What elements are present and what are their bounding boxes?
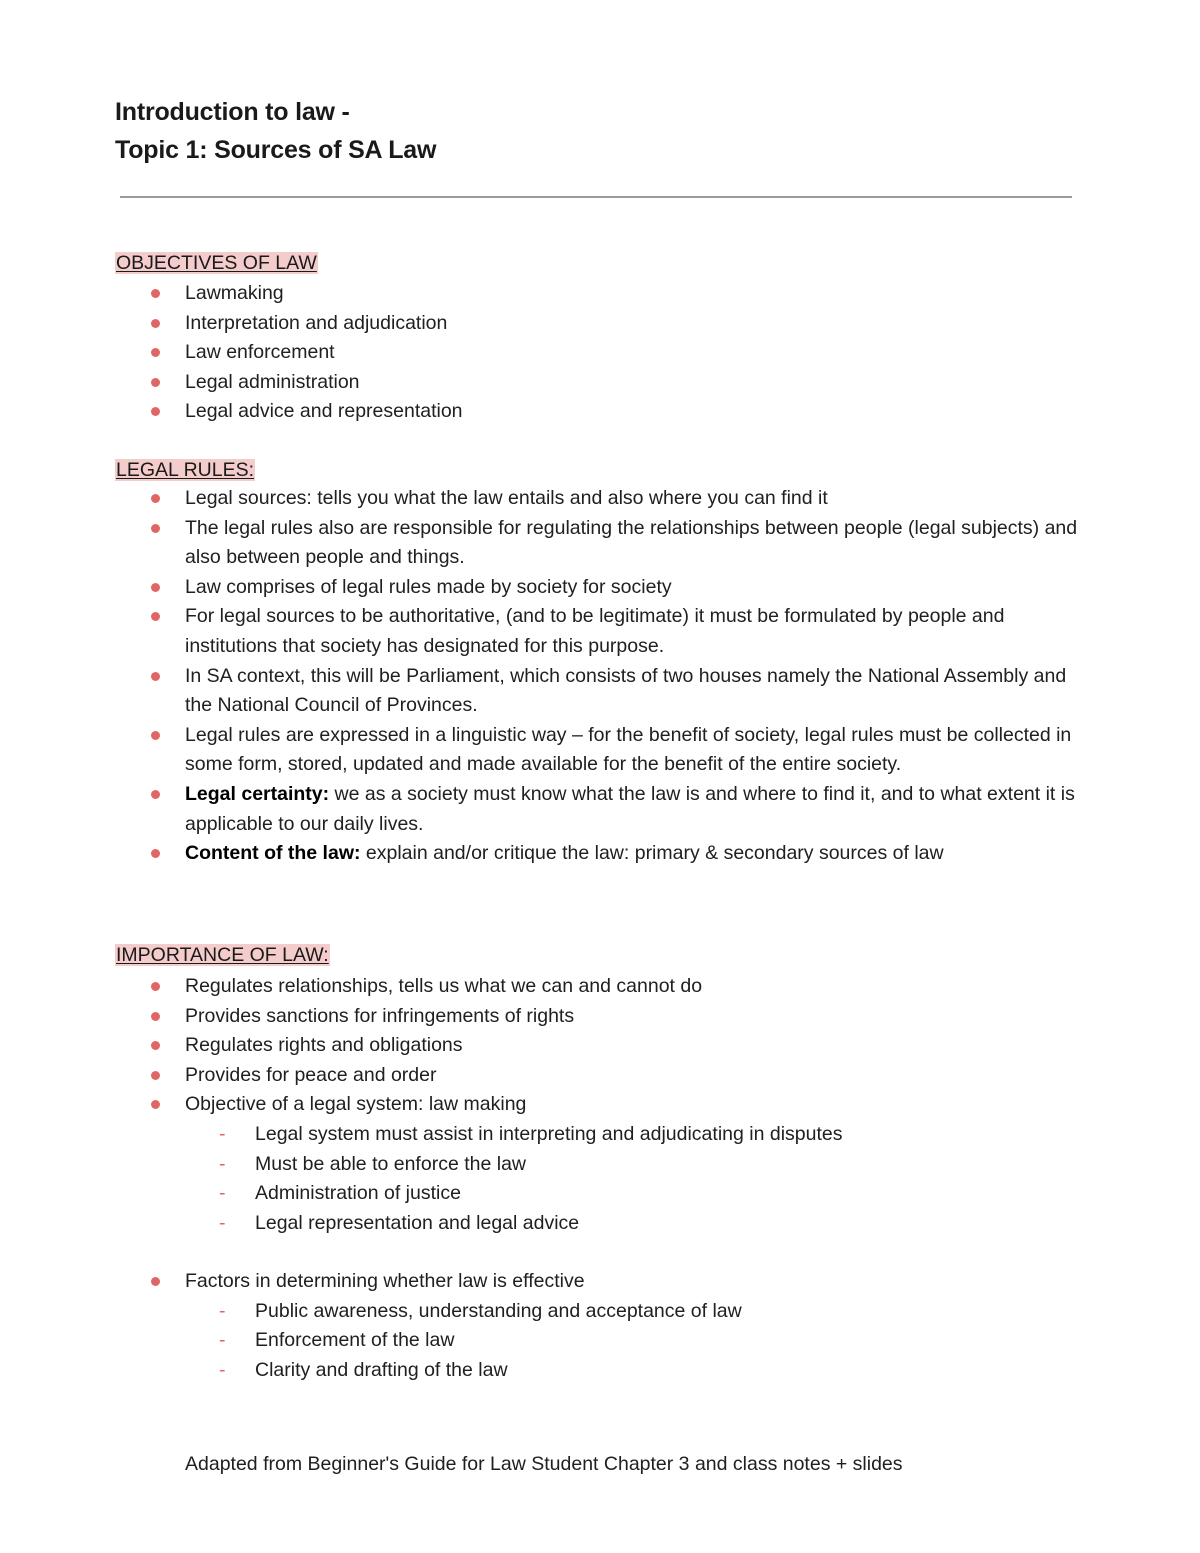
bullet-icon [151, 524, 160, 533]
list-item: Regulates rights and obligations [0, 1031, 1200, 1061]
sublist-item: - Public awareness, understanding and acceptance of law [185, 1297, 1080, 1327]
list-item: Regulates relationships, tells us what we can and cannot do [0, 972, 1200, 1002]
list-item: Lawmaking [0, 279, 1200, 309]
list-item: Interpretation and adjudication [0, 309, 1200, 339]
list-item: Provides sanctions for infringements of rights [0, 1002, 1200, 1032]
sublist-item: - Legal representation and legal advice [185, 1209, 1080, 1239]
list-item: In SA context, this will be Parliament, which consists of two houses namely the National Assembly and the National Council of Provinces. [0, 662, 1200, 721]
bullet-icon [151, 1012, 160, 1021]
list-item: Legal rules are expressed in a linguistic way – for the benefit of society, legal rules must be collected in some form, stored, updated and made available for the benefit of the entire society. [0, 721, 1200, 780]
objectives-heading: OBJECTIVES OF LAW [116, 252, 317, 274]
dash-icon: - [219, 1182, 226, 1205]
content-of-law-label: Content of the law: [185, 842, 361, 865]
dash-icon: - [219, 1211, 226, 1234]
sublist-item: - Clarity and drafting of the law [185, 1356, 1080, 1386]
horizontal-divider [120, 196, 1072, 198]
importance-heading: IMPORTANCE OF LAW: [116, 944, 329, 966]
legal-rules-list [0, 484, 1200, 869]
sublist-item: - Administration of justice [185, 1179, 1080, 1209]
dash-icon: - [219, 1152, 226, 1175]
bullet-icon [151, 672, 160, 681]
bullet-icon [151, 378, 160, 387]
list-item: Legal advice and representation [0, 397, 1200, 427]
footer-source-note: Adapted from Beginner's Guide for Law Student Chapter 3 and class notes + slides [185, 1453, 903, 1475]
dash-icon: - [219, 1329, 226, 1352]
sublist-item: - Enforcement of the law [185, 1326, 1080, 1356]
bullet-icon [151, 1071, 160, 1080]
bullet-icon [151, 407, 160, 416]
title-line-1: Introduction to law - [115, 98, 350, 126]
bullet-icon [151, 494, 160, 503]
list-item: Objective of a legal system: law making - Legal system must assist in interpreting and adjudicating in disputes - Must be able to enforce the law - Administration of justice - Legal representation and legal advice [0, 1090, 1200, 1238]
list-item: Factors in determining whether law is effective - Public awareness, understanding and acceptance of law - Enforcement of the law - Clarity and drafting of the law [0, 1267, 1200, 1385]
bullet-icon [151, 612, 160, 621]
factors-list [0, 1267, 1200, 1385]
dash-icon: - [219, 1358, 226, 1381]
bullet-icon [151, 1041, 160, 1050]
sublist-item: - Must be able to enforce the law [185, 1150, 1080, 1180]
list-item: Legal administration [0, 368, 1200, 398]
sublist-item: - Legal system must assist in interpreting and adjudicating in disputes [185, 1120, 1080, 1150]
factors-sublist [185, 1297, 1080, 1386]
bullet-icon [151, 348, 160, 357]
legal-rules-heading: LEGAL RULES: [116, 459, 255, 481]
list-item: Provides for peace and order [0, 1061, 1200, 1091]
legal-certainty-label: Legal certainty: [185, 782, 330, 805]
importance-list [0, 972, 1200, 1238]
list-item: For legal sources to be authoritative, (and to be legitimate) it must be formulated by people and institutions that society has designated for this purpose. [0, 602, 1200, 661]
dash-icon: - [219, 1299, 226, 1322]
list-item: Legal sources: tells you what the law entails and also where you can find it [0, 484, 1200, 514]
objective-sublist [185, 1120, 1080, 1238]
list-item: Legal certainty: we as a society must know what the law is and where to find it, and to what extent it is applicable to our daily lives. [0, 780, 1200, 839]
objectives-list [0, 279, 1200, 427]
bullet-icon [151, 731, 160, 740]
bullet-icon [151, 1100, 160, 1109]
list-item: Content of the law: explain and/or critique the law: primary & secondary sources of law [0, 839, 1200, 869]
list-item: The legal rules also are responsible for regulating the relationships between people (legal subjects) and also between people and things. [0, 514, 1200, 573]
bullet-icon [151, 790, 160, 799]
bullet-icon [151, 319, 160, 328]
bullet-icon [151, 1277, 160, 1286]
title-line-2: Topic 1: Sources of SA Law [115, 136, 437, 164]
list-item: Law enforcement [0, 338, 1200, 368]
dash-icon: - [219, 1122, 226, 1145]
list-item: Law comprises of legal rules made by society for society [0, 573, 1200, 603]
bullet-icon [151, 583, 160, 592]
bullet-icon [151, 849, 160, 858]
bullet-icon [151, 289, 160, 298]
bullet-icon [151, 982, 160, 991]
